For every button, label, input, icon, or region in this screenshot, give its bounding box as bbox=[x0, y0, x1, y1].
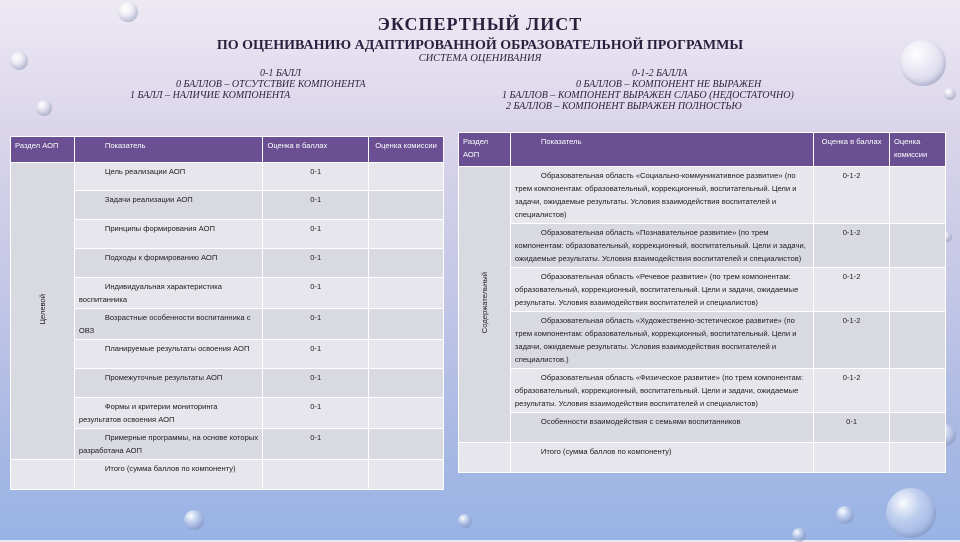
bubble-decoration bbox=[184, 510, 204, 530]
commission-cell[interactable] bbox=[369, 398, 444, 429]
score-cell: 0-1-2 bbox=[814, 167, 890, 224]
commission-cell[interactable] bbox=[890, 413, 946, 443]
scale-left-head: 0-1 БАЛЛ bbox=[260, 68, 301, 79]
score-cell: 0-1 bbox=[263, 278, 369, 309]
scale-right-line2: 1 БАЛЛОВ – КОМПОНЕНТ ВЫРАЖЕН СЛАБО (НЕДОСТАТОЧНО) bbox=[502, 90, 794, 101]
commission-cell[interactable] bbox=[890, 224, 946, 268]
col-header-commission: Оценка комиссии bbox=[369, 137, 444, 163]
score-cell: 0-1 bbox=[263, 191, 369, 220]
commission-cell[interactable] bbox=[369, 369, 444, 398]
score-cell: 0-1 bbox=[263, 429, 369, 460]
total-label: Итого (сумма баллов по компоненту) bbox=[74, 460, 263, 490]
commission-cell[interactable] bbox=[369, 340, 444, 369]
indicator-cell: Планируемые результаты освоения АОП bbox=[74, 340, 263, 369]
section-label: Содержательный bbox=[479, 271, 489, 334]
col-header-indicator: Показатель bbox=[510, 133, 813, 167]
commission-cell[interactable] bbox=[369, 249, 444, 278]
section-cell-content bbox=[459, 167, 511, 443]
commission-cell[interactable] bbox=[890, 369, 946, 413]
commission-cell[interactable] bbox=[369, 278, 444, 309]
total-commission-cell[interactable] bbox=[890, 443, 946, 473]
score-cell: 0-1 bbox=[263, 398, 369, 429]
score-cell: 0-1 bbox=[814, 413, 890, 443]
indicator-cell: Принципы формирования АОП bbox=[74, 220, 263, 249]
score-cell: 0-1 bbox=[263, 249, 369, 278]
page-subtitle: ПО ОЦЕНИВАНИЮ АДАПТИРОВАННОЙ ОБРАЗОВАТЕЛЬНОЙ ПРОГРАММЫ bbox=[216, 38, 744, 53]
indicator-cell: Цель реализации АОП bbox=[74, 163, 263, 191]
total-section-cell bbox=[459, 443, 511, 473]
score-cell: 0-1-2 bbox=[814, 312, 890, 369]
score-cell: 0-1 bbox=[263, 369, 369, 398]
col-header-score: Оценка в баллах bbox=[263, 137, 369, 163]
bubble-decoration bbox=[836, 506, 854, 524]
bubble-decoration bbox=[36, 100, 52, 116]
indicator-cell: Индивидуальная характеристика воспитанника bbox=[74, 278, 263, 309]
bubble-decoration bbox=[458, 514, 472, 528]
indicator-cell: Примерные программы, на основе которых разработана АОП bbox=[74, 429, 263, 460]
commission-cell[interactable] bbox=[890, 167, 946, 224]
scale-left-line2: 1 БАЛЛ – НАЛИЧИЕ КОМПОНЕНТА bbox=[130, 90, 291, 101]
scale-left-line1: 0 БАЛЛОВ – ОТСУТСТВИЕ КОМПОНЕНТА bbox=[176, 79, 366, 90]
indicator-cell: Образовательная область «Познавательное развитие» (по трем компонентам: образовательный, коррекционный, воспитательный. Цели и задачи, ожидаемые результаты. Условия взаимодействия воспитателей и специалистов) bbox=[510, 224, 813, 268]
score-cell: 0-1 bbox=[263, 340, 369, 369]
scale-right-line1: 0 БАЛЛОВ – КОМПОНЕНТ НЕ ВЫРАЖЕН bbox=[576, 79, 762, 90]
indicator-cell: Подходы к формированию АОП bbox=[74, 249, 263, 278]
total-label: Итого (сумма баллов по компоненту) bbox=[510, 443, 813, 473]
table-content-section bbox=[458, 132, 946, 473]
indicator-cell: Образовательная область «Физическое развитие» (по трем компонентам: образовательный, коррекционный, воспитательный. Цели и задачи, ожидаемые результаты. Условия взаимодействия воспитателей и специалистов) bbox=[510, 369, 813, 413]
commission-cell[interactable] bbox=[369, 429, 444, 460]
indicator-cell: Формы и критерии мониторинга результатов освоения АОП bbox=[74, 398, 263, 429]
indicator-cell: Особенности взаимодействия с семьями воспитанников bbox=[510, 413, 813, 443]
total-section-cell bbox=[11, 460, 75, 490]
commission-cell[interactable] bbox=[890, 268, 946, 312]
indicator-cell: Образовательная область «Социально-коммуникативное развитие» (по трем компонентам: образовательный, коррекционный, воспитательный. Цели и задачи, ожидаемые результаты. Условия взаимодействия воспитателей и специалистов) bbox=[510, 167, 813, 224]
scale-right bbox=[502, 68, 862, 112]
total-score-cell bbox=[814, 443, 890, 473]
score-cell: 0-1-2 bbox=[814, 268, 890, 312]
bubble-decoration bbox=[886, 488, 936, 538]
bubble-decoration bbox=[944, 88, 956, 100]
total-score-cell bbox=[263, 460, 369, 490]
commission-cell[interactable] bbox=[369, 191, 444, 220]
indicator-cell: Образовательная область «Речевое развитие» (по трем компонентам: образовательный, коррекционный, воспитательный. Цели и задачи, ожидаемые результаты. Условия взаимодействия воспитателей и специалистов) bbox=[510, 268, 813, 312]
indicator-cell: Возрастные особенности воспитанника с ОВЗ bbox=[74, 309, 263, 340]
commission-cell[interactable] bbox=[369, 163, 444, 191]
col-header-section: Раздел АОП bbox=[11, 137, 75, 163]
indicator-cell: Задачи реализации АОП bbox=[74, 191, 263, 220]
indicator-cell: Промежуточные результаты АОП bbox=[74, 369, 263, 398]
section-label: Целевой bbox=[37, 293, 47, 325]
section-cell-target bbox=[11, 163, 75, 460]
indicator-cell: Образовательная область «Художественно-эстетическое развитие» (по трем компонентам: образовательный, коррекционный, воспитательный. Цели и задачи, ожидаемые результаты. Условия взаимодействия воспитателей и специалистов.) bbox=[510, 312, 813, 369]
scale-right-head: 0-1-2 БАЛЛА bbox=[632, 68, 688, 79]
page-title: ЭКСПЕРТНЫЙ ЛИСТ bbox=[377, 14, 583, 34]
commission-cell[interactable] bbox=[890, 312, 946, 369]
score-cell: 0-1 bbox=[263, 309, 369, 340]
scale-right-line3: 2 БАЛЛОВ – КОМПОНЕНТ ВЫРАЖЕН ПОЛНОСТЬЮ bbox=[506, 101, 742, 112]
commission-cell[interactable] bbox=[369, 220, 444, 249]
total-commission-cell[interactable] bbox=[369, 460, 444, 490]
col-header-score: Оценка в баллах bbox=[814, 133, 890, 167]
score-cell: 0-1-2 bbox=[814, 224, 890, 268]
score-cell: 0-1-2 bbox=[814, 369, 890, 413]
table-target-section bbox=[10, 136, 444, 490]
score-cell: 0-1 bbox=[263, 220, 369, 249]
col-header-section: Раздел АОП bbox=[459, 133, 511, 167]
scoring-system-label: СИСТЕМА ОЦЕНИВАНИЯ bbox=[418, 53, 542, 64]
score-cell: 0-1 bbox=[263, 163, 369, 191]
col-header-indicator: Показатель bbox=[74, 137, 263, 163]
scale-left bbox=[130, 68, 410, 101]
commission-cell[interactable] bbox=[369, 309, 444, 340]
col-header-commission: Оценка комиссии bbox=[890, 133, 946, 167]
